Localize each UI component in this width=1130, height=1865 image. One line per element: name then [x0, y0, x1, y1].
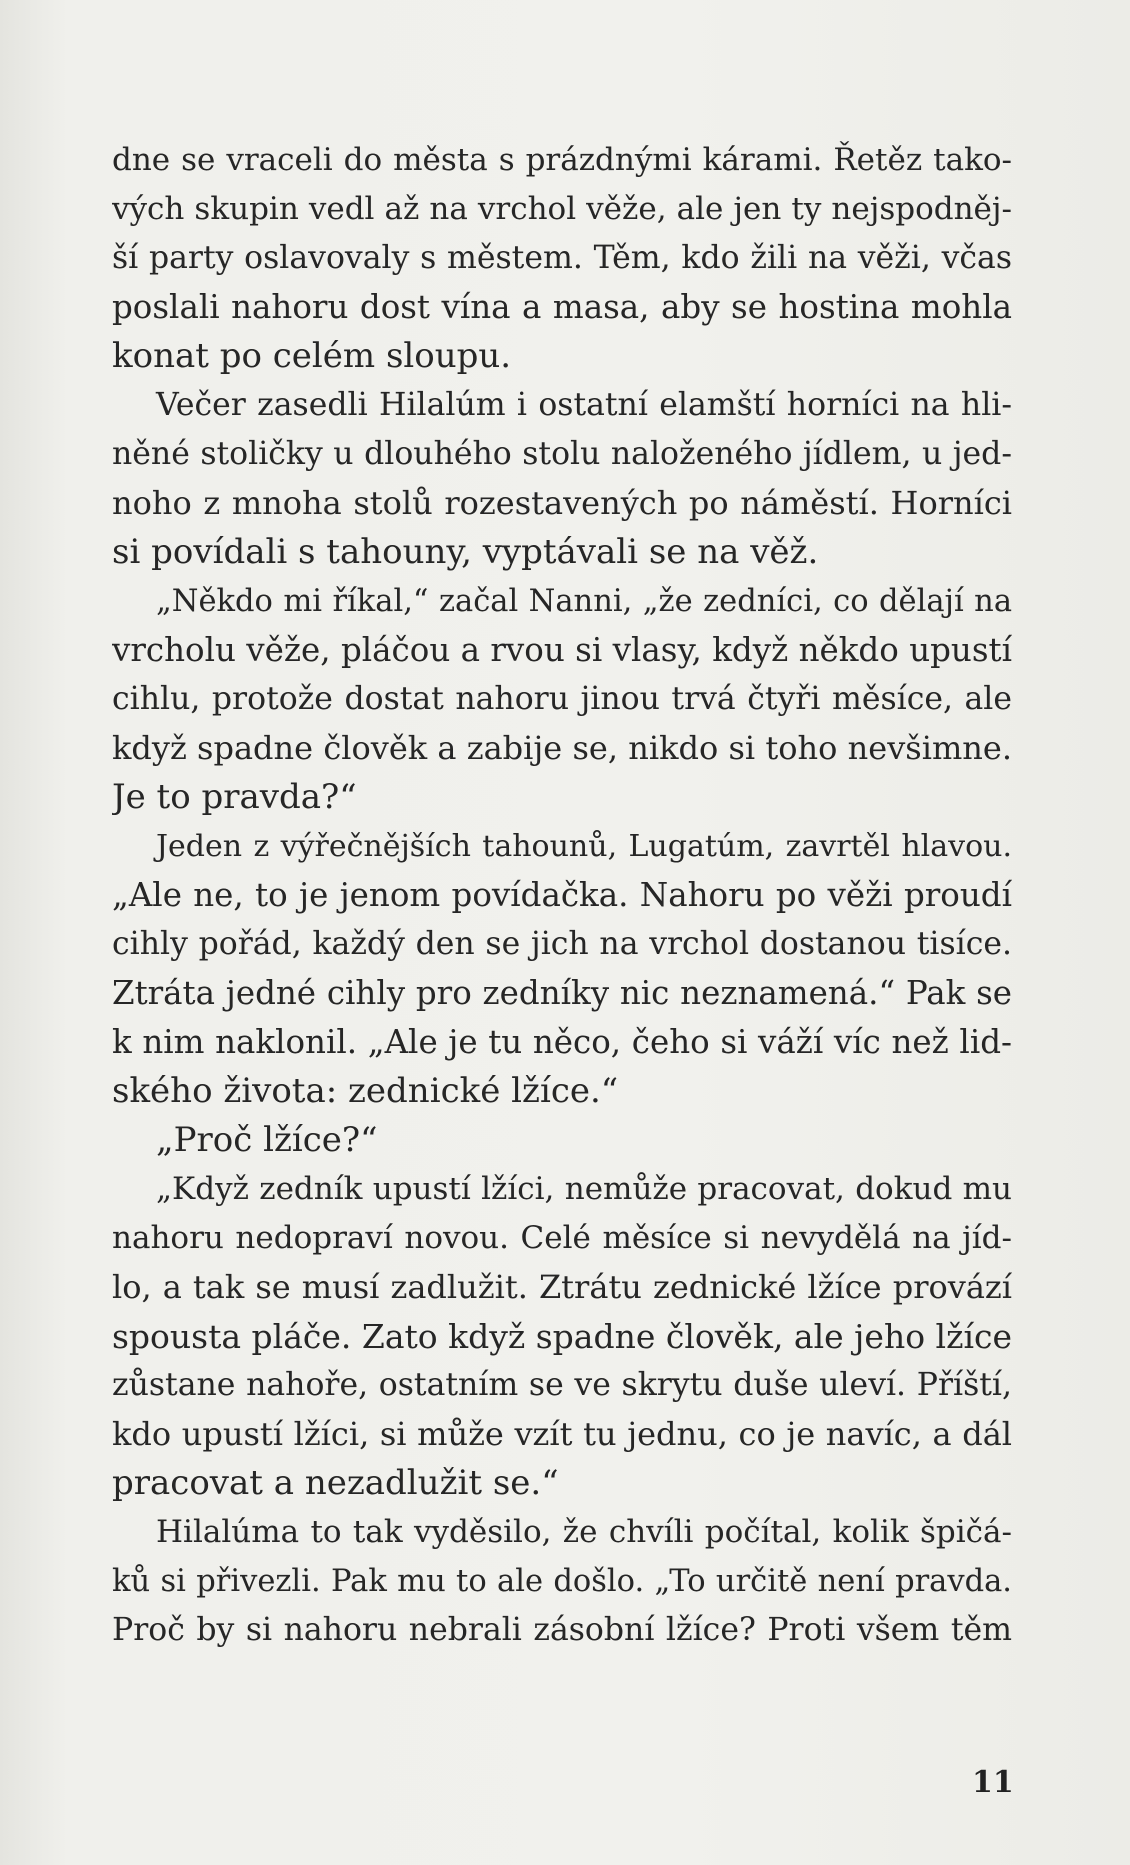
text-line: kdo upustí lžíci, si může vzít tu jednu, co je navíc, a dál: [112, 1415, 1012, 1453]
text-line: Hilalúma to tak vyděsilo, že chvíli počítal, kolik špičá-: [156, 1514, 1012, 1550]
text-line: noho z mnoha stolů rozestavených po náměstí. Horníci: [112, 484, 1012, 522]
text-line: Večer zasedli Hilalúm i ostatní elamští horníci na hli-: [156, 387, 1012, 423]
text-line: „Někdo mi říkal,“ začal Nanni, „že zedníci, co dělají na: [156, 584, 1012, 619]
text-line: vých skupin vedl až na vrchol věže, ale jen ty nejspodněj-: [112, 191, 1012, 227]
page-number: 11: [972, 1765, 1014, 1800]
text-line: Jeden z výřečnějších tahounů, Lugatúm, zavrtěl hlavou.: [156, 829, 1012, 864]
text-line: ského života: zednické lžíce.“: [112, 1071, 619, 1111]
text-line: dne se vraceli do města s prázdnými kárami. Řetěz tako-: [112, 142, 1012, 178]
text-line: konat po celém sloupu.: [112, 336, 512, 376]
text-line: „Když zedník upustí lžíci, nemůže pracovat, dokud mu: [156, 1171, 1012, 1207]
text-line: cihlu, protože dostat nahoru jinou trvá čtyři měsíce, ale: [112, 681, 1012, 717]
text-line: když spadne člověk a zabije se, nikdo si toho nevšimne.: [112, 729, 1012, 767]
text-line: Proč by si nahoru nebrali zásobní lžíce? Proti všem těm: [112, 1612, 1012, 1648]
text-line: si povídali s tahouny, vyptávali se na věž.: [112, 532, 819, 572]
text-line: nahoru nedopraví novou. Celé měsíce si nevydělá na jíd-: [112, 1220, 1012, 1256]
text-line: ší party oslavovaly s městem. Těm, kdo žili na věži, včas: [112, 240, 1012, 276]
text-line: spousta pláče. Zato když spadne člověk, ale jeho lžíce: [112, 1317, 1012, 1356]
text-line: „Ale ne, to je jenom povídačka. Nahoru po věži proudí: [112, 876, 1012, 914]
text-line: ků si přivezli. Pak mu to ale došlo. „To určitě není pravda.: [112, 1564, 1012, 1599]
text-line: Je to pravda?“: [112, 777, 357, 817]
text-line: vrcholu věže, pláčou a rvou si vlasy, když někdo upustí: [112, 631, 1012, 669]
text-line: Ztráta jedné cihly pro zedníky nic neznamená.“ Pak se: [112, 974, 1012, 1012]
text-line: lo, a tak se musí zadlužit. Ztrátu zednické lžíce provází: [112, 1268, 1012, 1306]
text-line: poslali nahoru dost vína a masa, aby se hostina mohla: [112, 288, 1012, 326]
text-line: cihly pořád, každý den se jich na vrchol dostanou tisíce.: [112, 926, 1012, 962]
text-line: k nim naklonil. „Ale je tu něco, čeho si váží víc než lid-: [112, 1023, 1012, 1061]
text-line: něné stoličky u dlouhého stolu naloženého jídlem, u jed-: [112, 436, 1012, 472]
text-line: „Proč lžíce?“: [156, 1120, 378, 1160]
text-line: pracovat a nezadlužit se.“: [112, 1463, 559, 1503]
body-text: [112, 136, 1012, 1655]
text-line: zůstane nahoře, ostatním se ve skrytu duše uleví. Příští,: [112, 1367, 1012, 1403]
